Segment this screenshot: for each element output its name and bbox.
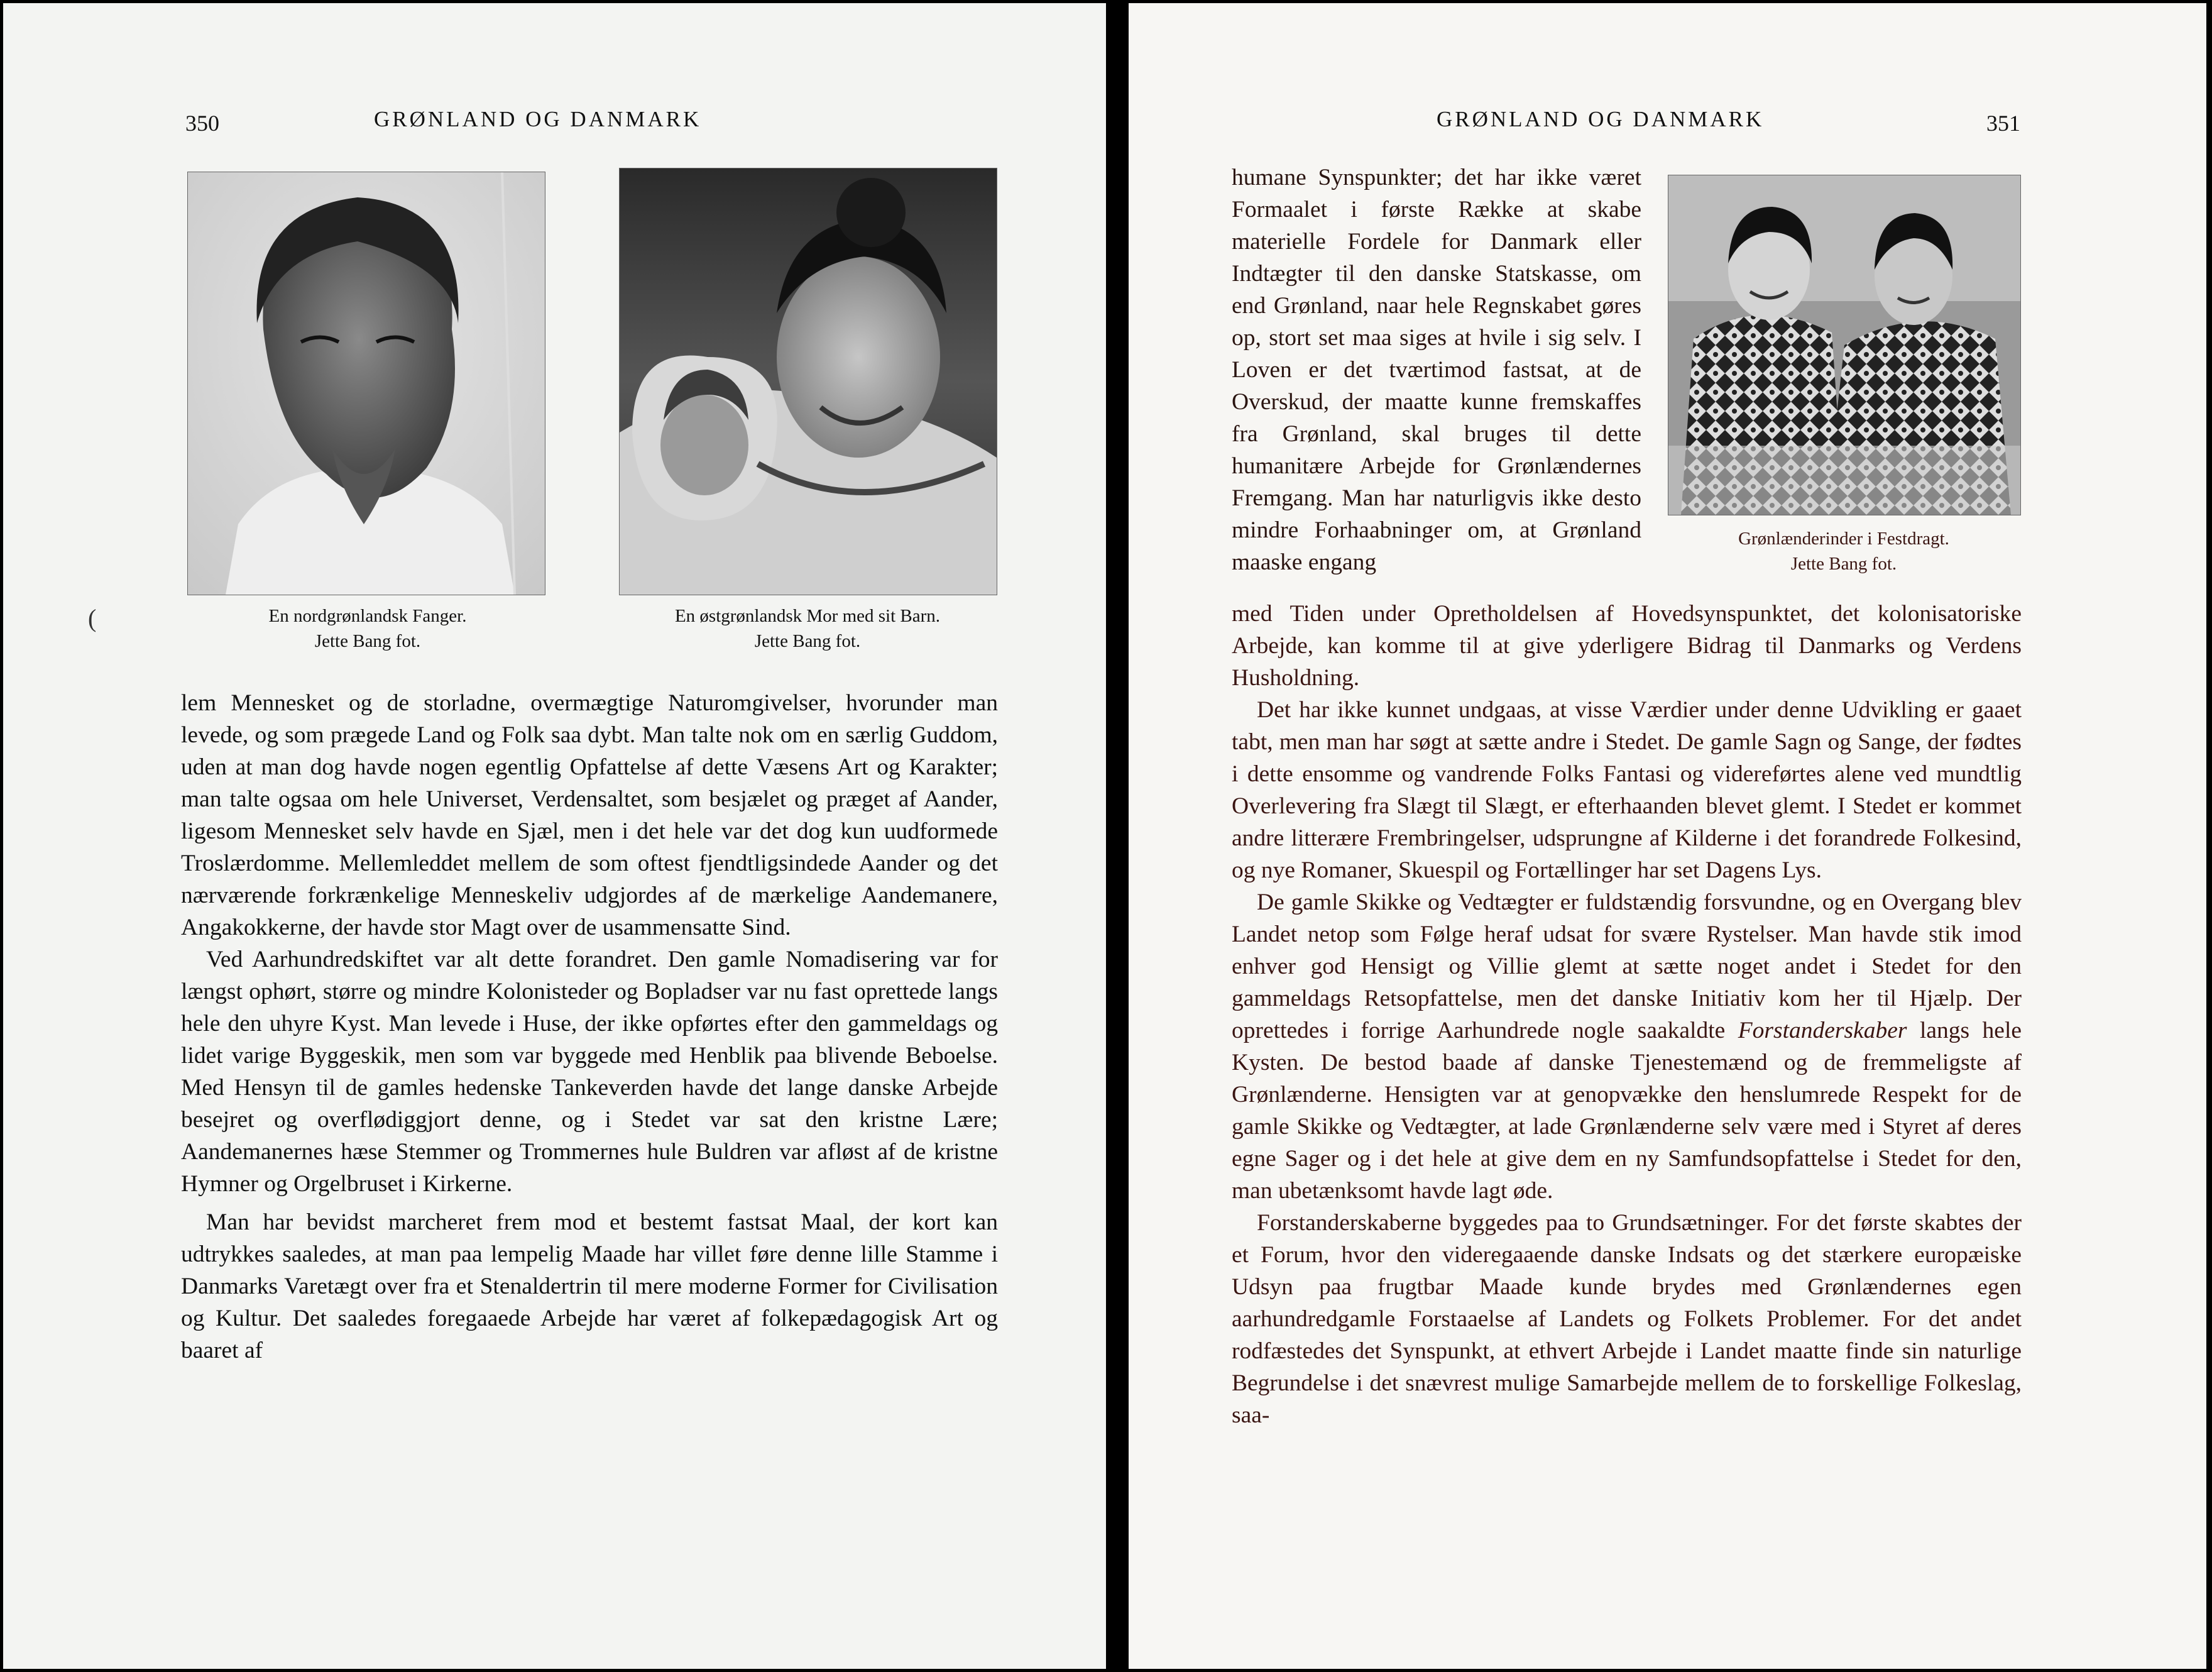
paragraph: lem Mennesket og de storladne, overmægtige Naturomgivelser, hvorunder man levede, og som prægede Land og Folk saa dybt. Man talte nok om en særlig Guddom, uden at man dog havde nogen egentlig Opfattelse af dette Væsens Art og Karakter; man talte ogsaa om hele Universet, Verdensaltet, som besjælet og præget af Aander, ligesom Mennesket selv havde en Sjæl, men i det hele var det dog kun uudformede Troslærdomme. Mellemleddet mellem de som oftest fjendtligsindede Aander og det nærværende forkrænkelige Menneskeliv udgjordes af de mærkelige Aandemanere, Angakokkerne, der havde stor Magt over de usammensatte Sind.: [181, 690, 998, 940]
page-number: 351: [1986, 111, 2020, 136]
paragraph: Ved Aarhundredskiftet var alt dette forandret. Den gamle Nomadisering var for længst ophørt, større og mindre Kolonisteder og Bopladser var nu fast oprettede langs hele den uhyre Kyst. Man levede i Huse, der ikke opførtes efter den gammeldags og lidet varige Byggeskik, men som var byggede med Henblik paa blivende Beboelse. Med Hensyn til de gamles hedenske Tankeverden havde det lange danske Arbejde besejret og overflødiggjort denne, og i Stedet var sat den kristne Lære; Aandemanernes hæse Stemmer og Trommernes hule Buldren var afløst af de kristne Hymner og Orgelbruset i Kirkerne.: [181, 947, 998, 1197]
margin-mark: (: [88, 604, 97, 632]
photo-caption: [1662, 526, 2026, 576]
left-page: [3, 3, 1106, 1669]
page-number: 350: [185, 111, 219, 136]
text-run: langs hele Kysten. De bestod baade af danske Tjenestemænd og de fremmeligste af Grønlænderne. Hensigten var at genopvække den henslumrede Respekt for de gamle Skikke og Vedtægter, at lade Grønlænderne selv være med i Styret af deres egne Sager og i det hele at give dem en ny Samfundsopfattelse i Stedet for den, man ubetænksomt havde lagt øde.: [1232, 1018, 2022, 1204]
caption-credit: Jette Bang fot.: [1790, 554, 1897, 574]
photo-mother-with-child: [619, 168, 997, 595]
wrap-text: [1232, 162, 1641, 578]
right-page: [1129, 3, 2206, 1669]
paragraph: Forstanderskaberne byggedes paa to Grundsætninger. For det første skabtes der et Forum, hvor den videregaaende danske Indsats og det stærkere europæiske Udsyn paa frugtbar Maade kunde brydes med Grønlændernes egen aarhundredgamle Forstaaelse af Landets og Folkets Problemer. For det andet rodfæstedes det Synspunkt, at ethvert Arbejde i Landet maatte finde sin naturlige Begrundelse i det snævrest mulige Samarbejde mellem de to forskellige Folkeslag, saa-: [1232, 1210, 2022, 1428]
photo-women-festive-dress: [1668, 175, 2021, 515]
body-text: [181, 687, 998, 1367]
photo-caption: [192, 603, 544, 654]
photo-caption: [613, 603, 1002, 654]
photo-greenlandic-hunter: [187, 172, 545, 595]
body-text: [1232, 598, 2022, 1431]
caption-title: En østgrønlandsk Mor med sit Barn.: [674, 606, 941, 626]
paragraph: humane Synspunkter; det har ikke været Formaalet i første Række at skabe materielle Fordele for Danmark eller Indtægter til den danske Statskasse, om end Grønland, naar hele Regnskabet gøres op, stort set maa siges at hvile i sig selv. I Loven er det tværtimod fastsat, at de Overskud, der maatte kunne fremskaffes fra Grønland, skal bruges til dette humanitære Arbejde for Grønlændernes Fremgang. Man har naturligvis ikke desto mindre Forhaabninger om, at Grønland maaske engang: [1232, 165, 1641, 575]
caption-title: Grønlænderinder i Festdragt.: [1738, 529, 1949, 549]
paragraph: med Tiden under Opretholdelsen af Hovedsynspunktet, det kolonisatoriske Arbejde, kan komme til at give yderligere Bidrag til Danmarks og Verdens Husholdning.: [1232, 601, 2022, 691]
caption-title: En nordgrønlandsk Fanger.: [268, 606, 467, 626]
running-head: GRØNLAND OG DANMARK: [374, 107, 702, 131]
caption-credit: Jette Bang fot.: [754, 631, 861, 651]
running-head: GRØNLAND OG DANMARK: [1437, 107, 1765, 131]
italic-term: Forstanderskaber: [1738, 1018, 1907, 1043]
paragraph: Det har ikke kunnet undgaas, at visse Værdier under denne Udvikling er gaaet tabt, men man har søgt at sætte andre i Stedet. De gamle Sagn og Sange, der fødtes i dette ensomme og vandrende Folks Fantasi og videreførtes alene ved mundtlig Overlevering fra Slægt til Slægt, er efterhaanden blevet glemt. I Stedet er kommet andre litterære Frembringelser, udsprungne af Kilderne i det forandrede Folkesind, og nye Romaner, Skuespil og Fortællinger har set Dagens Lys.: [1232, 697, 2022, 883]
paragraph: Man har bevidst marcheret frem mod et bestemt fastsat Maal, der kort kan udtrykkes saaledes, at man paa lempelig Maade har villet føre denne lille Stamme i Danmarks Varetægt over fra et Stenaldertrin til mere moderne Former for Civilisation og Kultur. Det saaledes foregaaede Arbejde har været af folkepædagogisk Art og baaret af: [181, 1209, 998, 1363]
caption-credit: Jette Bang fot.: [314, 631, 421, 651]
paragraph: [1232, 886, 2022, 1207]
text-run: De gamle Skikke og Vedtægter er fuldstændig forsvundne, og en Overgang blev Landet netop som Følge heraf udsat for svære Rystelser. Man havde stik imod enhver god Hensigt og Villie glemt at sætte noget andet i Stedet for den gammeldags Retsopfattelse, men det danske Initiativ kom her til Hjælp. Der oprettedes i forrige Aarhundrede nogle saakaldte: [1232, 889, 2022, 1043]
